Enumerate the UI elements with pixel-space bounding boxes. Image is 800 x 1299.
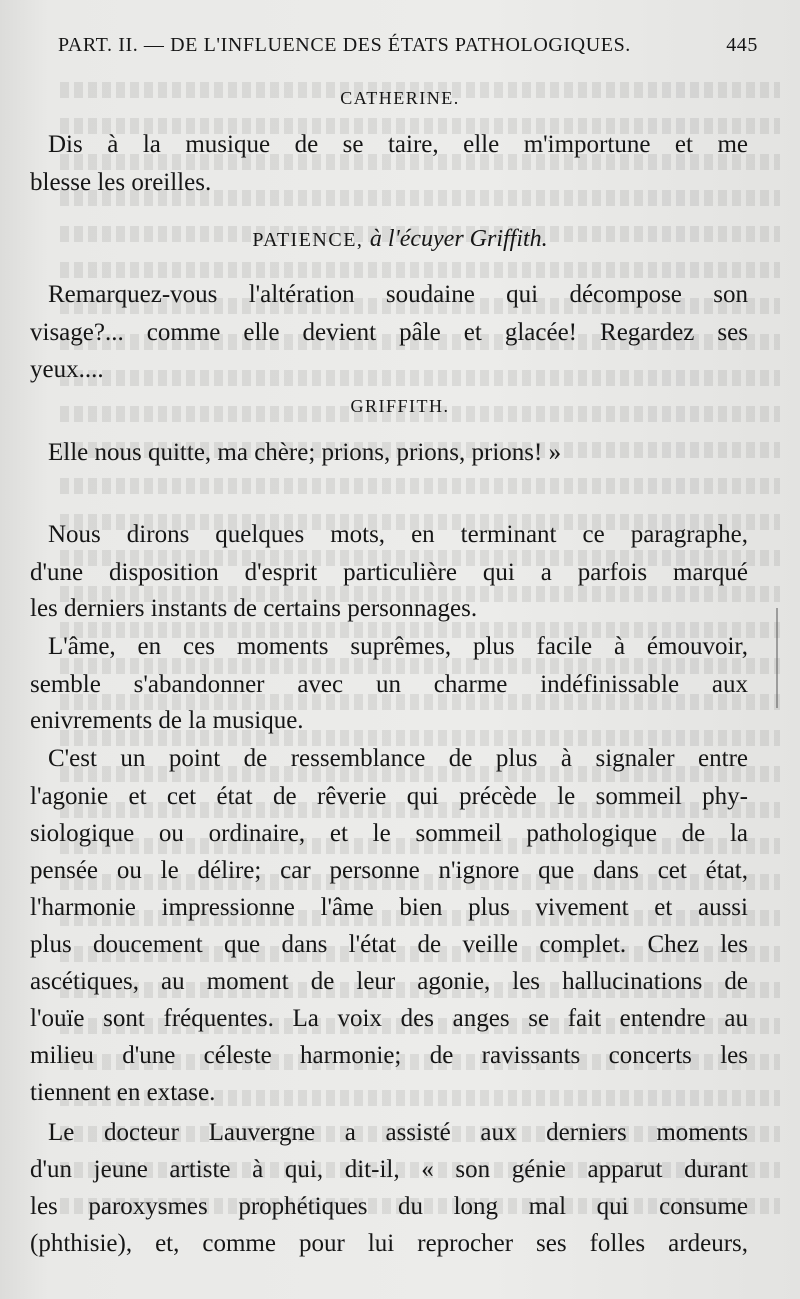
text-line: enivrements de la musique. <box>30 707 304 734</box>
text-line: l'ouïe sont fréquentes. La voix des anges se fait entendre au <box>30 1005 748 1032</box>
text-line: l'agonie et cet état de rêverie qui précède le sommeil phy- <box>30 783 748 810</box>
text-line: C'est un point de ressemblance de plus à signaler entre <box>48 745 748 772</box>
text-line: (phthisie), et, comme pour lui reprocher ses folles ardeurs, <box>30 1230 748 1257</box>
text-line: semble s'abandonner avec un charme indéfinissable aux <box>30 671 748 698</box>
running-title: PART. II. — DE L'INFLUENCE DES ÉTATS PATHOLOGIQUES. <box>58 34 631 56</box>
speaker-patience <box>0 226 800 253</box>
text-line: pensée ou le délire; car personne n'ignore que dans cet état, <box>30 857 748 884</box>
text-line: Nous dirons quelques mots, en terminant ce paragraphe, <box>48 521 748 548</box>
text-line: yeux.... <box>30 356 104 383</box>
text-line: d'une disposition d'esprit particulière qui a parfois marqué <box>30 559 748 586</box>
text-line: l'harmonie impressionne l'âme bien plus vivement et aussi <box>30 894 748 921</box>
text-line: ascétiques, au moment de leur agonie, les hallucinations de <box>30 968 748 995</box>
text-line: blesse les oreilles. <box>30 169 212 196</box>
text-line: visage?... comme elle devient pâle et glacée! Regardez ses <box>30 319 748 346</box>
text-line: tiennent en extase. <box>30 1079 216 1106</box>
text-line: siologique ou ordinaire, et le sommeil pathologique de la <box>30 820 748 847</box>
speaker-catherine: CATHERINE. <box>340 88 460 108</box>
text-line: Remarquez-vous l'altération soudaine qui décompose son <box>48 281 748 308</box>
text-line: les paroxysmes prophétiques du long mal qui consume <box>30 1193 748 1220</box>
text-line: L'âme, en ces moments suprêmes, plus facile à émouvoir, <box>48 633 748 660</box>
text-line: plus doucement que dans l'état de veille complet. Chez les <box>30 931 748 958</box>
stage-direction: à l'écuyer Griffith. <box>369 226 548 252</box>
text-line: Le docteur Lauvergne a assisté aux derniers moments <box>48 1119 748 1146</box>
page-number: 445 <box>726 34 758 56</box>
margin-pencil-mark <box>776 608 778 708</box>
text-line: Elle nous quitte, ma chère; prions, prions, prions! » <box>48 439 562 466</box>
text-line: milieu d'une céleste harmonie; de ravissants concerts les <box>30 1042 748 1069</box>
speaker-name: PATIENCE, <box>252 229 364 251</box>
text-line: les derniers instants de certains personnages. <box>30 595 478 622</box>
text-line: d'un jeune artiste à qui, dit-il, « son génie apparut durant <box>30 1156 748 1183</box>
speaker-griffith: GRIFFITH. <box>350 396 450 416</box>
text-line: Dis à la musique de se taire, elle m'importune et me <box>48 131 748 158</box>
running-header <box>58 34 758 57</box>
